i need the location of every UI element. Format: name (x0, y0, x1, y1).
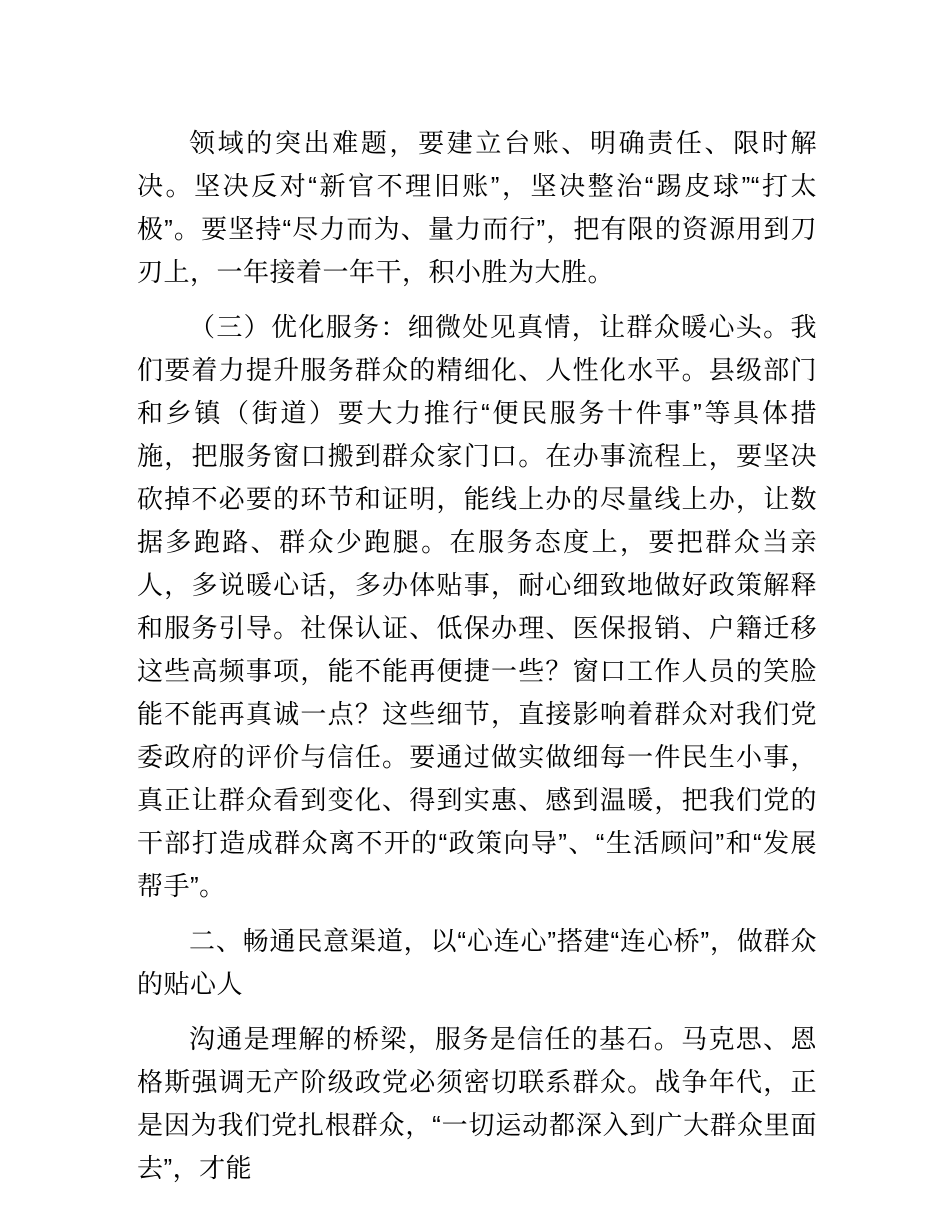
section-heading-2: 二、畅通民意渠道，以“心连心”搭建“连心桥”，做群众的贴心人 (137, 926, 817, 999)
paragraph-body-2: （三）优化服务：细微处见真情，让群众暖心头。我们要着力提升服务群众的精细化、人性化水平。县级部门和乡镇（街道）要大力推行“便民服务十件事”等具体措施，把服务窗口搬到群众家门口。在办事流程上，要坚决砍掉不必要的环节和证明，能线上办的尽量线上办，让数据多跑路、群众少跑腿。在服务态度上，要把群众当亲人，多说暖心话，多办体贴事，耐心细致地做好政策解释和服务引导。社保认证、低保办理、医保报销、户籍迁移这些高频事项，能不能再便捷一些？窗口工作人员的笑脸能不能再真诚一点？这些细节，直接影响着群众对我们党委政府的评价与信任。要通过做实做细每一件民生小事，真正让群众看到变化、得到实惠、感到温暖，把我们党的干部打造成群众离不开的“政策向导”、“生活顾问”和“发展帮手”。 (137, 312, 817, 901)
paragraph-body-1: 领域的突出难题，要建立台账、明确责任、限时解决。坚决反对“新官不理旧账”，坚决整治“踢皮球”“打太极”。要坚持“尽力而为、量力而行”，把有限的资源用到刀刃上，一年接着一年干，积小胜为大胜。 (137, 128, 817, 287)
document-text-block (137, 122, 817, 1190)
paragraph-body-3: 沟通是理解的桥梁，服务是信任的基石。马克思、恩格斯强调无产阶级政党必须密切联系群众。战争年代，正是因为我们党扎根群众，“一切运动都深入到广大群众里面去”，才能 (137, 1024, 817, 1183)
